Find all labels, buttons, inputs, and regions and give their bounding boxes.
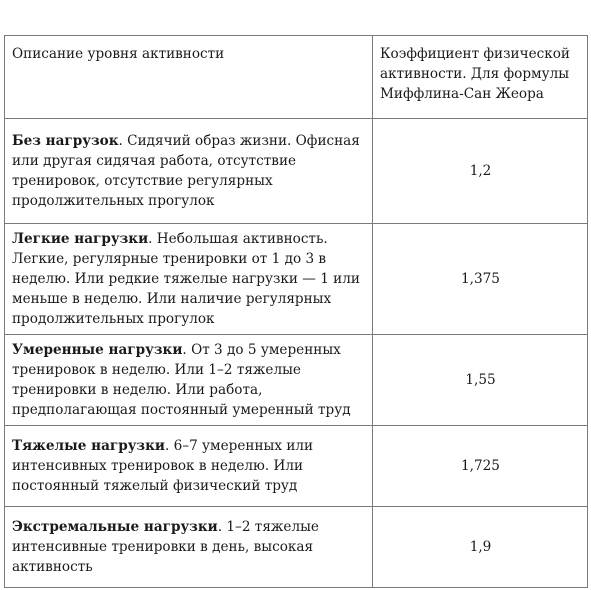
- activity-description-cell: [5, 507, 373, 588]
- activity-description-cell: [5, 119, 373, 224]
- table-header-row: [5, 36, 588, 119]
- table-row: [5, 507, 588, 588]
- activity-level-label: Тяжелые нагрузки: [12, 438, 165, 454]
- activity-level-label: Умеренные нагрузки: [12, 342, 183, 358]
- coefficient-value-cell: 1,725: [373, 426, 588, 507]
- table-row: [5, 224, 588, 335]
- activity-level-text: . Сидячий образ жизни. Офисная или другая сидячая работа, отсутствие тренировок, отсутствие регулярных продолжительных прогулок: [12, 133, 360, 209]
- table-row: [5, 335, 588, 426]
- coefficient-value-cell: 1,9: [373, 507, 588, 588]
- activity-level-text: . 6–7 умеренных или интенсивных тренировок в неделю. Или постоянный тяжелый физический труд: [12, 438, 314, 494]
- header-coefficient-cell: Коэффициент физической активности. Для формулы Миффлина-Сан Жеора: [373, 36, 588, 119]
- activity-table-container: [4, 35, 587, 588]
- header-description-cell: Описание уровня активности: [5, 36, 373, 119]
- activity-level-label: Экстремальные нагрузки: [12, 519, 218, 535]
- activity-level-label: Легкие нагрузки: [12, 231, 149, 247]
- table-row: [5, 119, 588, 224]
- activity-description-cell: [5, 224, 373, 335]
- coefficient-value-cell: 1,375: [373, 224, 588, 335]
- activity-description-cell: [5, 335, 373, 426]
- activity-level-text: . От 3 до 5 умеренных тренировок в неделю. Или 1–2 тяжелые тренировки в неделю. Или работа, предполагающая постоянный умеренный труд: [12, 342, 351, 418]
- coefficient-value-cell: 1,55: [373, 335, 588, 426]
- activity-description-cell: [5, 426, 373, 507]
- activity-level-text: . 1–2 тяжелые интенсивные тренировки в день, высокая активность: [12, 519, 319, 575]
- activity-coefficient-table: [4, 35, 588, 588]
- table-row: [5, 426, 588, 507]
- activity-level-label: Без нагрузок: [12, 133, 119, 149]
- activity-level-text: . Небольшая активность. Легкие, регулярные тренировки от 1 до 3 в неделю. Или редкие тяжелые нагрузки — 1 или меньше в неделю. Или наличие регулярных продолжительных прогулок: [12, 231, 360, 327]
- coefficient-value-cell: 1,2: [373, 119, 588, 224]
